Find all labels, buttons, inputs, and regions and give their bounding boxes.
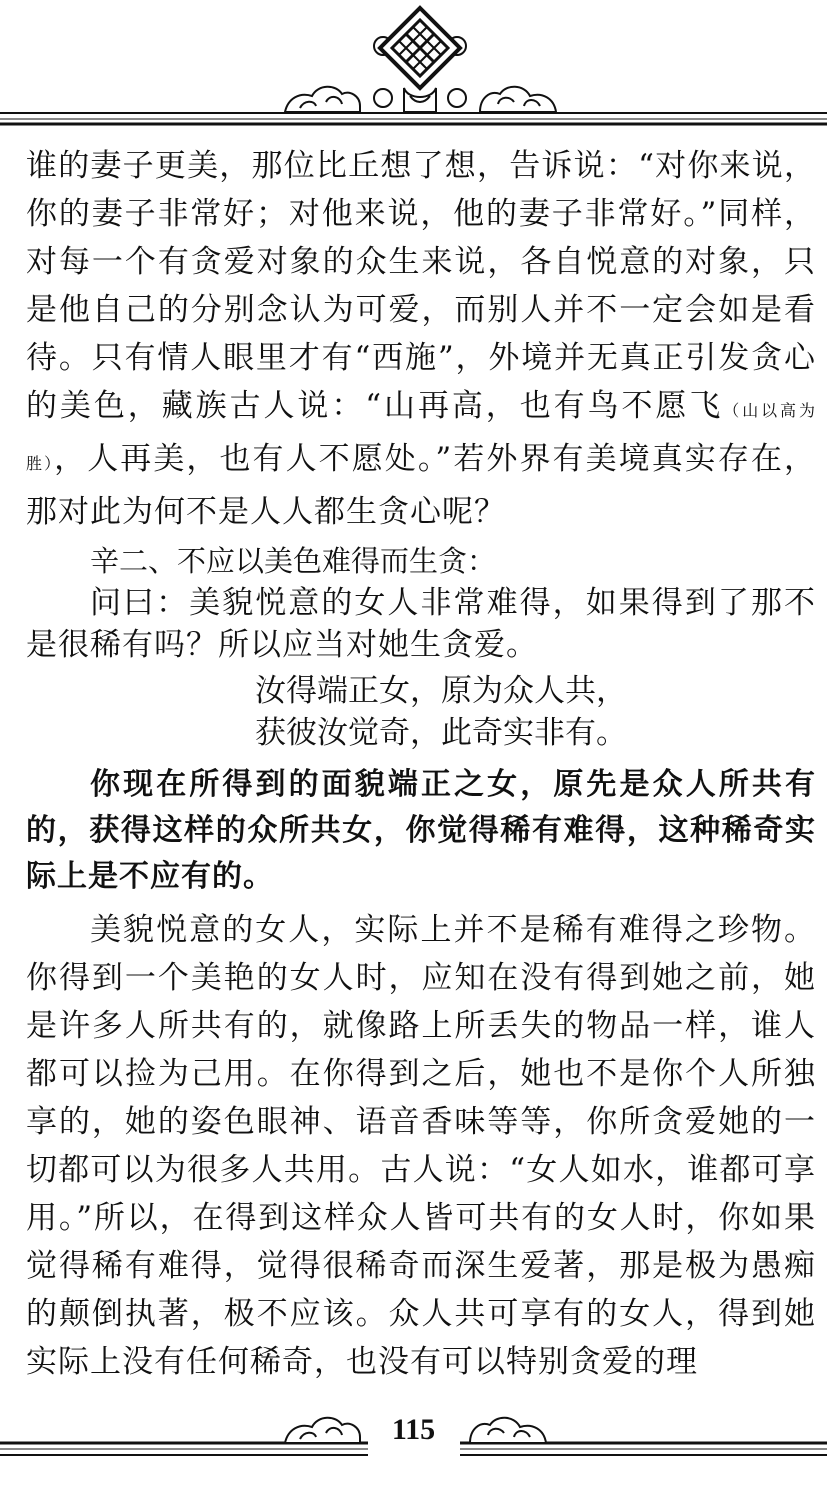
left-cloud-icon (285, 87, 360, 112)
paragraph-1 (26, 142, 816, 536)
verse-line-1: 汝得端正女，原为众人共， (255, 673, 627, 709)
section-heading: 辛二、不应以美色难得而生贪： (90, 544, 497, 578)
paragraph-1-end: ，人再美，也有人不愿处。”若外界有美境真实存在，那对此为何不是人人都生贪心呢？ (26, 441, 816, 530)
verse-line-2: 获彼汝觉奇，此奇实非有。 (255, 715, 627, 751)
top-ornament (0, 0, 827, 140)
page-content (26, 142, 816, 1386)
paragraph-1-note: （山以高为胜） (26, 401, 816, 473)
header-rule-lines (0, 113, 827, 124)
page-number: 115 (391, 1413, 436, 1446)
question-paragraph: 问曰：美貌悦意的女人非常难得，如果得到了那不是很稀有吗？所以应当对她生贪爱。 (26, 585, 816, 663)
endless-knot-icon (374, 8, 466, 112)
paragraph-1-main: 谁的妻子更美，那位比丘想了想，告诉说：“对你来说，你的妻子非常好；对他来说，他的妻子非常好。”同样，对每一个有贪爱对象的众生来说，各自悦意的对象，只是他自己的分别念认为可爱，而别人并不一定会如是看待。只有情人眼里才有“西施”，外境并无真正引发贪心的美色，藏族古人说：“山再高，也有鸟不愿飞 (26, 148, 816, 424)
commentary-paragraph: 你现在所得到的面貌端正之女，原先是众人所共有的，获得这样的众所共女，你觉得稀有难得，这种稀奇实际上是不应有的。 (26, 767, 816, 894)
right-cloud-icon (480, 87, 556, 112)
body-paragraph-2: 美貌悦意的女人，实际上并不是稀有难得之珍物。你得到一个美艳的女人时，应知在没有得到她之前，她是许多人所共有的，就像路上所丢失的物品一样，谁人都可以捡为己用。在你得到之后，她也不是你个人所独享的，她的姿色眼神、语音香味等等，你所贪爱她的一切都可以为很多人共用。古人说：“女人如水，谁都可享用。”所以，在得到这样众人皆可共有的女人时，你如果觉得稀有难得，觉得很稀奇而深生爱著，那是极为愚痴的颠倒执著，极不应该。众人共可享有的女人，得到她实际上没有任何稀奇，也没有可以特别贪爱的理 (26, 912, 816, 1380)
